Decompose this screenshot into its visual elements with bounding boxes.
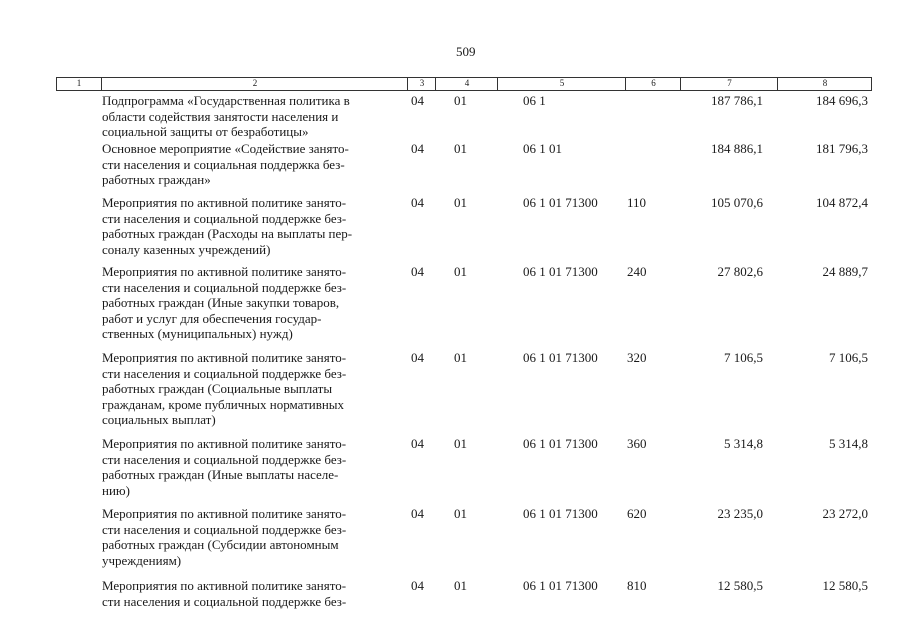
row-name-line: учреждениям) <box>102 552 182 568</box>
page-number: 509 <box>456 44 476 59</box>
row-amount-year1: 184 886,1 <box>711 141 763 156</box>
row-name-line: Подпрограмма «Государственная политика в <box>102 93 350 108</box>
header-col-1: 1 <box>76 78 82 88</box>
row-name <box>102 264 402 342</box>
row-name-line: работных граждан (Расходы на выплаты пер- <box>102 226 353 242</box>
row-name-line: Мероприятия по активной политике занято- <box>102 578 347 593</box>
row-target-article: 06 1 01 71300 <box>523 506 598 521</box>
row-amount-year1: 105 070,6 <box>711 195 763 210</box>
row-name-line: Мероприятия по активной политике занято- <box>102 506 347 521</box>
row-expense-type: 620 <box>627 506 647 521</box>
row-section: 04 <box>411 578 424 593</box>
row-target-article: 06 1 01 71300 <box>523 195 598 210</box>
header-col-3: 3 <box>407 78 436 90</box>
row-subsection: 01 <box>454 93 467 108</box>
row-section: 04 <box>411 195 424 210</box>
row-name-line: сти населения и социальной поддержке без- <box>102 365 347 381</box>
row-name <box>102 578 402 609</box>
row-name-line: Основное мероприятие «Содействие занято- <box>102 141 349 156</box>
row-target-article: 06 1 01 71300 <box>523 264 598 279</box>
row-name-line: работ и услуг для обеспечения государ- <box>102 310 322 326</box>
row-expense-type: 360 <box>627 436 647 451</box>
row-amount-year1: 23 235,0 <box>717 506 763 521</box>
row-subsection: 01 <box>454 264 467 279</box>
row-name <box>102 436 402 498</box>
row-name-line: гражданам, кроме публичных нормативных <box>102 396 345 412</box>
row-name <box>102 141 402 188</box>
row-name <box>102 350 402 428</box>
header-col-4: 4 <box>435 78 498 90</box>
row-name <box>102 506 402 568</box>
row-amount-year2: 24 889,7 <box>822 264 868 279</box>
row-amount-year1: 7 106,5 <box>724 350 763 365</box>
row-name-line: Мероприятия по активной политике занято- <box>102 195 347 210</box>
row-subsection: 01 <box>454 141 467 156</box>
row-section: 04 <box>411 141 424 156</box>
row-section: 04 <box>411 436 424 451</box>
row-target-article: 06 1 01 <box>523 141 562 156</box>
row-expense-type: 320 <box>627 350 647 365</box>
row-subsection: 01 <box>454 195 467 210</box>
row-amount-year2: 23 272,0 <box>822 506 868 521</box>
row-target-article: 06 1 01 71300 <box>523 578 598 593</box>
row-subsection: 01 <box>454 350 467 365</box>
row-subsection: 01 <box>454 506 467 521</box>
row-amount-year2: 104 872,4 <box>816 195 868 210</box>
row-name-line: сти населения и социальная поддержка без- <box>102 156 345 172</box>
row-target-article: 06 1 01 71300 <box>523 350 598 365</box>
row-name-line: Мероприятия по активной политике занято- <box>102 264 347 279</box>
row-subsection: 01 <box>454 578 467 593</box>
row-section: 04 <box>411 264 424 279</box>
row-expense-type: 110 <box>627 195 647 210</box>
header-col-7: 7 <box>680 78 778 90</box>
row-subsection: 01 <box>454 436 467 451</box>
row-section: 04 <box>411 506 424 521</box>
row-amount-year1: 12 580,5 <box>717 578 763 593</box>
row-section: 04 <box>411 93 424 108</box>
row-name <box>102 93 402 140</box>
row-amount-year2: 12 580,5 <box>822 578 868 593</box>
row-name-line: области содействия занятости населения и <box>102 108 339 124</box>
row-name-line: Мероприятия по активной политике занято- <box>102 350 347 365</box>
row-amount-year1: 27 802,6 <box>717 264 763 279</box>
row-name-line: Мероприятия по активной политике занято- <box>102 436 347 451</box>
row-target-article: 06 1 <box>523 93 546 108</box>
row-name <box>102 195 402 257</box>
table-header <box>56 77 872 91</box>
row-expense-type: 810 <box>627 578 647 593</box>
row-name-line: сти населения и социальной поддержке без- <box>102 593 347 609</box>
row-name-line: нию) <box>102 482 130 498</box>
row-amount-year2: 7 106,5 <box>829 350 868 365</box>
row-target-article: 06 1 01 71300 <box>523 436 598 451</box>
header-col-5: 5 <box>497 78 626 90</box>
row-name-line: работных граждан (Социальные выплаты <box>102 381 333 397</box>
row-amount-year2: 5 314,8 <box>829 436 868 451</box>
row-name-line: сти населения и социальной поддержке без- <box>102 210 347 226</box>
row-name-line: работных граждан (Субсидии автономным <box>102 537 339 553</box>
row-name-line: сти населения и социальной поддержке без- <box>102 279 347 295</box>
header-col-6: 6 <box>625 78 681 90</box>
row-section: 04 <box>411 350 424 365</box>
row-name-line: социальных выплат) <box>102 412 216 428</box>
row-name-line: социальной защиты от безработицы» <box>102 124 309 140</box>
row-name-line: работных граждан (Иные закупки товаров, <box>102 295 340 311</box>
row-name-line: работных граждан (Иные выплаты населе- <box>102 467 339 483</box>
row-name-line: сти населения и социальной поддержке без- <box>102 521 347 537</box>
row-name-line: соналу казенных учреждений) <box>102 241 271 257</box>
row-expense-type: 240 <box>627 264 647 279</box>
row-amount-year2: 184 696,3 <box>816 93 868 108</box>
row-amount-year1: 5 314,8 <box>724 436 763 451</box>
header-col-2: 2 <box>101 78 408 90</box>
row-name-line: работных граждан» <box>102 172 211 188</box>
row-name-line: ственных (муниципальных) нужд) <box>102 326 293 342</box>
row-name-line: сти населения и социальной поддержке без- <box>102 451 347 467</box>
row-amount-year1: 187 786,1 <box>711 93 763 108</box>
header-col-8: 8 <box>777 78 872 90</box>
row-amount-year2: 181 796,3 <box>816 141 868 156</box>
